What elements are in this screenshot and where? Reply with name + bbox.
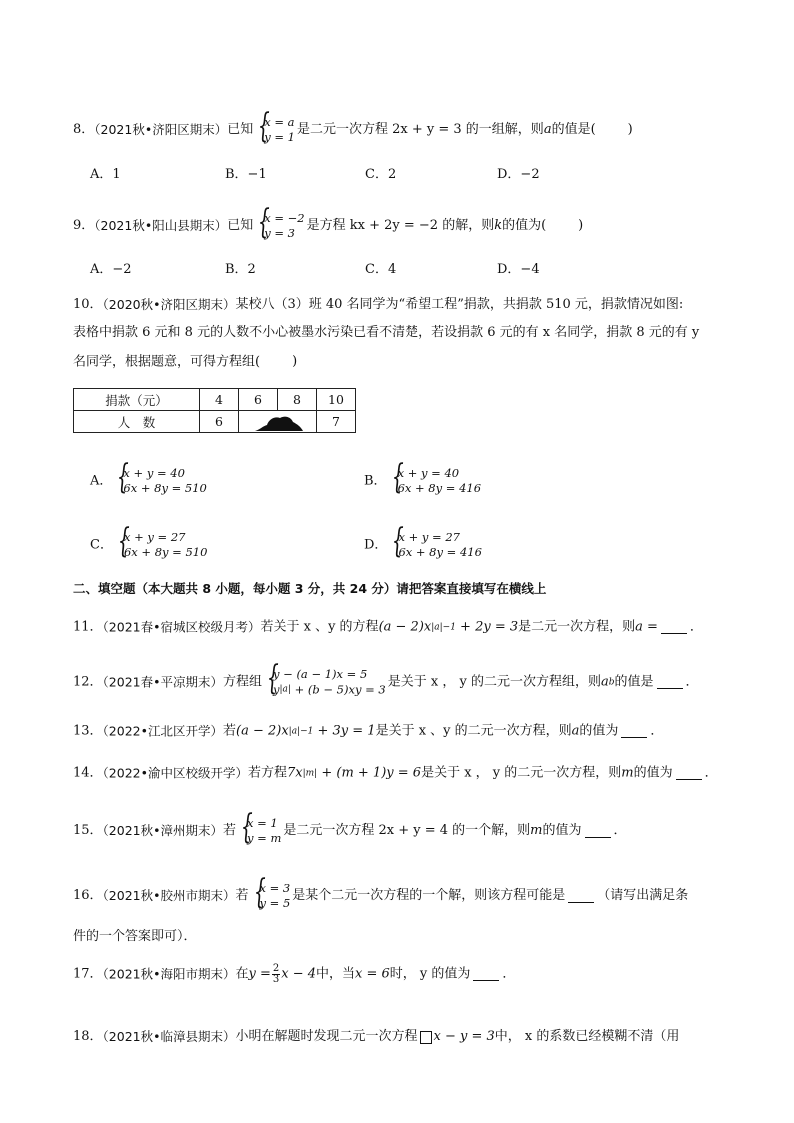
answer-blank bbox=[621, 725, 647, 738]
question-18: 18．（2021秋•临漳县期末）小明在解题时发现二元一次方程 x − y = 3中， x 的系数已经模糊不清（用 bbox=[73, 1029, 680, 1044]
question-number: 8． bbox=[73, 122, 95, 137]
question-9 bbox=[73, 211, 585, 241]
option-d: D． { x + y = 27 6x + 8y = 416 bbox=[364, 530, 484, 560]
equation-system: { x = −2 y = 3 bbox=[255, 211, 304, 241]
section-title: 二、填空题（本大题共 8 小题，每小题 3 分，共 24 分）请把答案直接填写在横线上 bbox=[73, 581, 547, 596]
option-b: B．2 bbox=[225, 262, 256, 277]
question-14: 14．（2022•渝中区校级开学）若方程7x|m| + (m + 1)y = 6是关于 x ， y 的二元一次方程，则m的值为 ． bbox=[73, 765, 718, 781]
answer-paren: ) bbox=[578, 217, 584, 233]
option-c: C． { x + y = 27 6x + 8y = 510 bbox=[90, 530, 209, 560]
question-10 bbox=[73, 296, 683, 315]
question-text: 某校八（3）班 40 名同学为“希望工程”捐款，共捐款 510 元，捐款情况如图: bbox=[235, 297, 684, 312]
question-source: （2020秋•济阳区期末） bbox=[102, 297, 236, 312]
question-11: 11．（2021春•宿城区校级月考）若关于 x 、y 的方程(a − 2)x|a|−1 + 2y = 3是二元一次方程，则a = ． bbox=[73, 619, 703, 635]
equation: 7x|m| + (m + 1)y = 6 bbox=[287, 765, 422, 780]
answer-blank bbox=[568, 890, 594, 903]
option-b: B． { x + y = 40 6x + 8y = 416 bbox=[364, 466, 483, 496]
question-12: 12．（2021春•平凉期末）方程组 { y − (a − 1)x = 5 y|a| + (b − 5)xy = 3 是关于 x ， y 的二元一次方程组，则ab的值是 ． bbox=[73, 667, 699, 698]
question-16-line2: 件的一个答案即可）． bbox=[73, 929, 197, 944]
option-d: D．−2 bbox=[497, 167, 540, 182]
question-10-line3: 名同学，根据题意，可得方程组( ) bbox=[73, 354, 298, 370]
option-a: A．1 bbox=[90, 167, 121, 182]
option-c: C．2 bbox=[365, 167, 397, 182]
table-header-cell: 6 bbox=[239, 389, 278, 411]
answer-blank bbox=[661, 621, 687, 634]
donation-table bbox=[73, 388, 356, 433]
equation: (a − 2)x|a|−1 + 2y = 3 bbox=[378, 619, 519, 634]
ink-blot-icon bbox=[255, 414, 303, 432]
equation-system: { x = 1 y = m bbox=[238, 816, 281, 846]
question-16: 16．（2021秋•胶州市期末）若 { x = 3 y = 5 是某个二元一次方程的一个解，则该方程可能是 （请写出满足条 bbox=[73, 881, 688, 911]
question-text: 是二元一次方程 2x + y = 3 的一组解，则 bbox=[297, 122, 544, 137]
question-text: 的值是( bbox=[551, 122, 596, 137]
answer-blank bbox=[473, 968, 499, 981]
variable: k bbox=[494, 218, 503, 233]
equation-system: { y − (a − 1)x = 5 y|a| + (b − 5)xy = 3 bbox=[264, 667, 386, 698]
question-13: 13．（2022•江北区开学）若(a − 2)x|a|−1 + 3y = 1是关于 x 、y 的二元一次方程，则a的值为 ． bbox=[73, 723, 664, 739]
question-8 bbox=[73, 115, 635, 145]
fraction: $\frac{2}{3}$ bbox=[272, 963, 280, 985]
question-text: 已知 bbox=[227, 122, 254, 137]
table-header-cell: 4 bbox=[200, 389, 239, 411]
question-text: 已知 bbox=[227, 218, 254, 233]
equation-system: { x = a y = 1 bbox=[255, 115, 295, 145]
blurred-coefficient-box bbox=[420, 1031, 432, 1044]
option-a: A． { x + y = 40 6x + 8y = 510 bbox=[90, 466, 209, 496]
table-header-cell: 8 bbox=[278, 389, 317, 411]
variable: a bbox=[543, 122, 552, 137]
question-15: 15．（2021秋•漳州期末）若 { x = 1 y = m 是二元一次方程 2x + y = 4 的一个解，则m的值为 ． bbox=[73, 816, 627, 846]
answer-blank bbox=[657, 676, 683, 689]
question-source: （2021秋•阳山县期末） bbox=[94, 218, 228, 233]
table-cell: 人 数 bbox=[74, 411, 200, 433]
question-10-line2: 表格中捐款 6 元和 8 元的人数不小心被墨水污染已看不清楚，若设捐款 6 元的有 x 名同学，捐款 8 元的有 y bbox=[73, 325, 700, 340]
question-17: 17．（2021秋•海阳市期末）在y = $\frac{2}{3}$ x − 4中，当x = 6时， y 的值为 ． bbox=[73, 963, 516, 985]
question-source: （2021秋•济阳区期末） bbox=[94, 122, 228, 137]
table-cell: 7 bbox=[317, 411, 356, 433]
table-cell: 6 bbox=[200, 411, 239, 433]
answer-paren: ) bbox=[627, 121, 633, 137]
table-header-cell: 捐款（元） bbox=[74, 389, 200, 411]
question-number: 9． bbox=[73, 218, 95, 233]
equation-system: { x = 3 y = 5 bbox=[251, 881, 291, 911]
answer-blank bbox=[676, 767, 702, 780]
equation: (a − 2)x|a|−1 + 3y = 1 bbox=[236, 723, 376, 738]
option-b: B．−1 bbox=[225, 167, 267, 182]
question-number: 10． bbox=[73, 297, 103, 312]
option-a: A．−2 bbox=[90, 262, 132, 277]
option-d: D．−4 bbox=[497, 262, 540, 277]
question-text: 是方程 kx + 2y = −2 的解，则 bbox=[306, 218, 495, 233]
answer-blank bbox=[585, 825, 611, 838]
option-c: C．4 bbox=[365, 262, 397, 277]
table-header-cell: 10 bbox=[317, 389, 356, 411]
question-text: 的值为( bbox=[502, 218, 547, 233]
